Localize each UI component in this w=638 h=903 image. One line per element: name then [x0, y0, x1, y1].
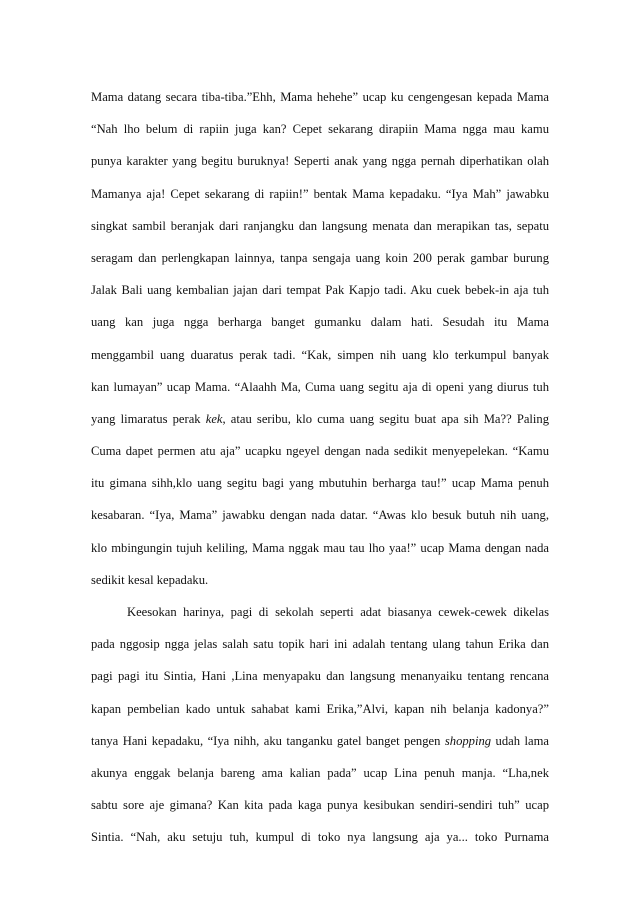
- text-segment: uang kan juga ngga berharga banget gumanku dalam hati. Sesudah itu Mama: [91, 315, 549, 330]
- text-line: [91, 89, 549, 121]
- text-segment: Keesokan harinya, pagi di sekolah seperti adat biasanya cewek-cewek dikelas: [127, 605, 549, 619]
- text-segment: Mamanya aja! Cepet sekarang di rapiin!” bentak Mama kepadaku. “Iya Mah” jawabku: [91, 186, 549, 201]
- text-segment: seragam dan perlengkapan lainnya, tanpa sengaja uang koin 200 perak gambar burung: [91, 250, 549, 265]
- italic-text: shopping: [444, 733, 492, 748]
- text-segment: , atau seribu, klo cuma uang segitu buat apa sih Ma?? Paling: [222, 411, 549, 426]
- text-segment: Cuma dapet permen atu aja” ucapku ngeyel dengan nada sedikit menyepelekan. “Kamu: [91, 444, 549, 459]
- text-line: [91, 733, 549, 765]
- text-segment: kan lumayan” ucap Mama. “Alaahh Ma, Cuma uang segitu aja di openi yang diurus tuh: [91, 379, 549, 394]
- text-line: [91, 507, 549, 539]
- text-line: [91, 347, 549, 379]
- text-segment: pada nggosip ngga jelas salah satu topik hari ini adalah tentang ulang tahun Erika dan: [91, 637, 549, 652]
- text-segment: akunya enggak belanja bareng ama kalian pada” ucap Lina penuh manja. “Lha,nek: [91, 765, 549, 780]
- text-line: [91, 797, 549, 829]
- text-segment: udah lama: [491, 733, 549, 748]
- text-line: [91, 572, 549, 604]
- text-line: [91, 379, 549, 411]
- text-line: [91, 282, 549, 314]
- body-text: [91, 89, 549, 862]
- text-segment: kesabaran. “Iya, Mama” jawabku dengan nada datar. “Awas klo besuk butuh nih uang,: [91, 508, 549, 523]
- text-line: [91, 604, 549, 636]
- text-line: [91, 411, 549, 443]
- text-line: [91, 475, 549, 507]
- text-line: [91, 668, 549, 700]
- text-segment: “Nah lho belum di rapiin juga kan? Cepet sekarang dirapiin Mama ngga mau kamu: [91, 122, 549, 137]
- text-segment: kapan pembelian kado untuk sahabat kami Erika,”Alvi, kapan nih belanja kadonya?”: [91, 701, 549, 716]
- text-segment: itu gimana sihh,klo uang segitu bagi yang mbutuhin berharga tau!” ucap Mama penuh: [91, 476, 549, 491]
- text-line: [91, 186, 549, 218]
- text-line: [91, 829, 549, 861]
- text-line: [91, 250, 549, 282]
- text-line: [91, 636, 549, 668]
- text-segment: singkat sambil beranjak dari ranjangku dan langsung menata dan merapikan tas, sepatu: [91, 218, 549, 233]
- text-line: [91, 218, 549, 250]
- text-line: [91, 314, 549, 346]
- text-line: [91, 701, 549, 733]
- text-segment: tanya Hani kepadaku, “Iya nihh, aku tanganku gatel banget pengen: [91, 733, 445, 748]
- text-segment: Mama datang secara tiba-tiba.”Ehh, Mama hehehe” ucap ku cengengesan kepada Mama: [91, 90, 549, 104]
- text-segment: yang limaratus perak: [91, 411, 206, 426]
- text-segment: sabtu sore aje gimana? Kan kita pada kaga punya kesibukan sendiri-sendiri tuh” ucap: [91, 798, 549, 813]
- text-line: [91, 443, 549, 475]
- text-line: [91, 765, 549, 797]
- text-line: [91, 153, 549, 185]
- text-segment: Jalak Bali uang kembalian jajan dari tempat Pak Kapjo tadi. Aku cuek bebek-in aja tuh: [91, 283, 549, 298]
- text-segment: klo mbingungin tujuh keliling, Mama nggak mau tau lho yaa!” ucap Mama dengan nada: [91, 540, 549, 555]
- text-segment: sedikit kesal kepadaku.: [91, 572, 209, 587]
- text-segment: menggambil uang duaratus perak tadi. “Kak, simpen nih uang klo terkumpul banyak: [91, 347, 549, 362]
- text-segment: pagi pagi itu Sintia, Hani ,Lina menyapaku dan langsung menanyaiku tentang rencana: [91, 669, 549, 684]
- italic-text: kek: [205, 411, 223, 426]
- text-segment: Sintia. “Nah, aku setuju tuh, kumpul di toko nya langsung aja ya... toko Purnama: [91, 830, 549, 845]
- text-line: [91, 121, 549, 153]
- text-segment: punya karakter yang begitu buruknya! Seperti anak yang ngga pernah diperhatikan olah: [91, 154, 549, 169]
- text-line: [91, 540, 549, 572]
